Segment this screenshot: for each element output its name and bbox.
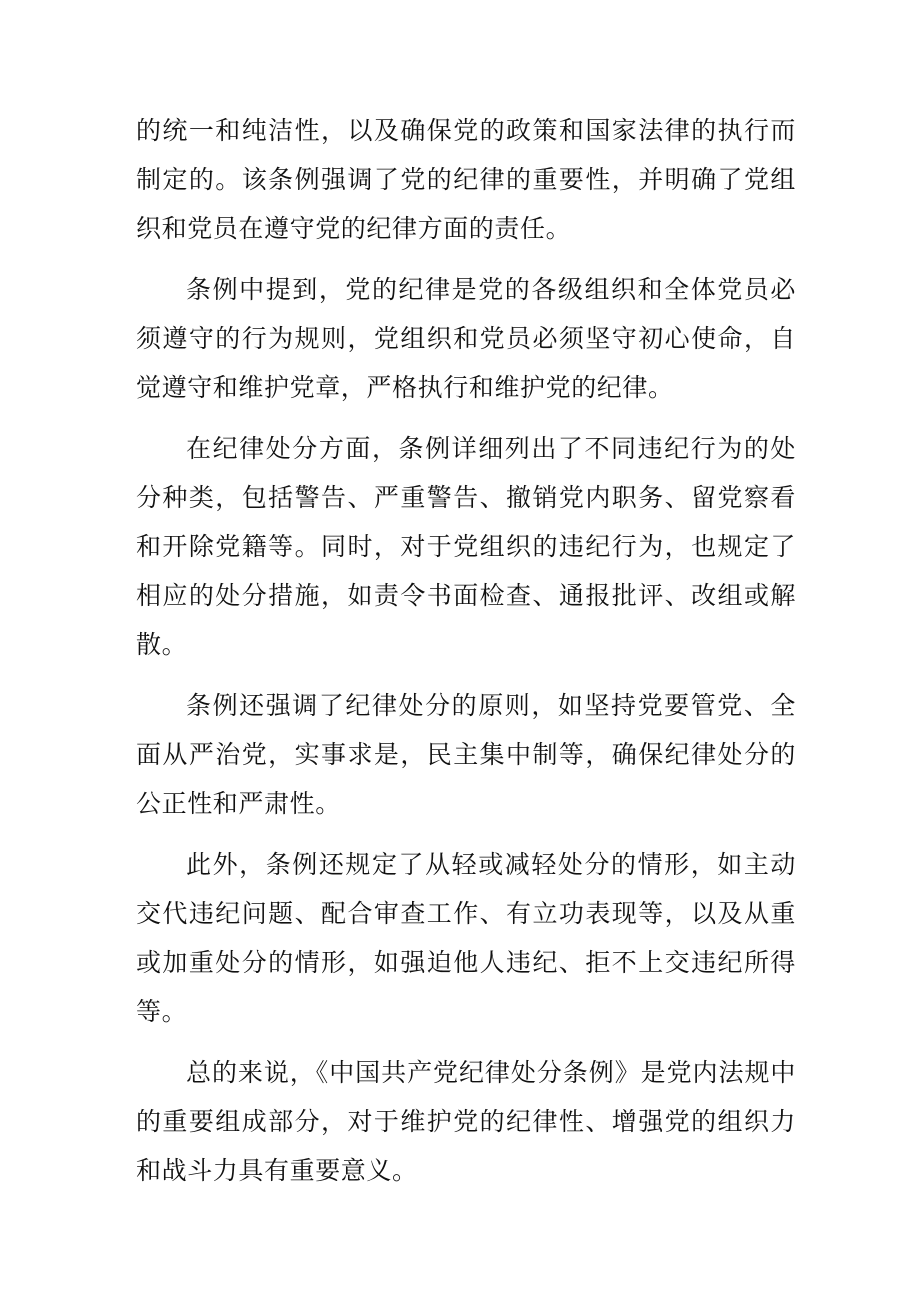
paragraph-2: 条例中提到，党的纪律是党的各级组织和全体党员必须遵守的行为规则，党组织和党员必须坚守初心使命，自觉遵守和维护党章，严格执行和维护党的纪律。 [136, 275, 796, 402]
paragraph-6: 总的来说，《中国共产党纪律处分条例》是党内法规中的重要组成部分，对于维护党的纪律性、增强党的组织力和战斗力具有重要意义。 [136, 1058, 796, 1185]
paragraph-4: 条例还强调了纪律处分的原则，如坚持党要管党、全面从严治党，实事求是，民主集中制等，确保纪律处分的公正性和严肃性。 [136, 691, 796, 818]
paragraph-5: 此外，条例还规定了从轻或减轻处分的情形，如主动交代违纪问题、配合审查工作、有立功表现等，以及从重或加重处分的情形，如强迫他人违纪、拒不上交违纪所得等。 [136, 850, 796, 1026]
document-body [136, 106, 796, 1207]
paragraph-1: 的统一和纯洁性，以及确保党的政策和国家法律的执行而制定的。该条例强调了党的纪律的重要性，并明确了党组织和党员在遵守党的纪律方面的责任。 [136, 116, 796, 243]
paragraph-3: 在纪律处分方面，条例详细列出了不同违纪行为的处分种类，包括警告、严重警告、撤销党内职务、留党察看和开除党籍等。同时，对于党组织的违纪行为，也规定了相应的处分措施，如责令书面检查、通报批评、改组或解散。 [136, 434, 796, 659]
